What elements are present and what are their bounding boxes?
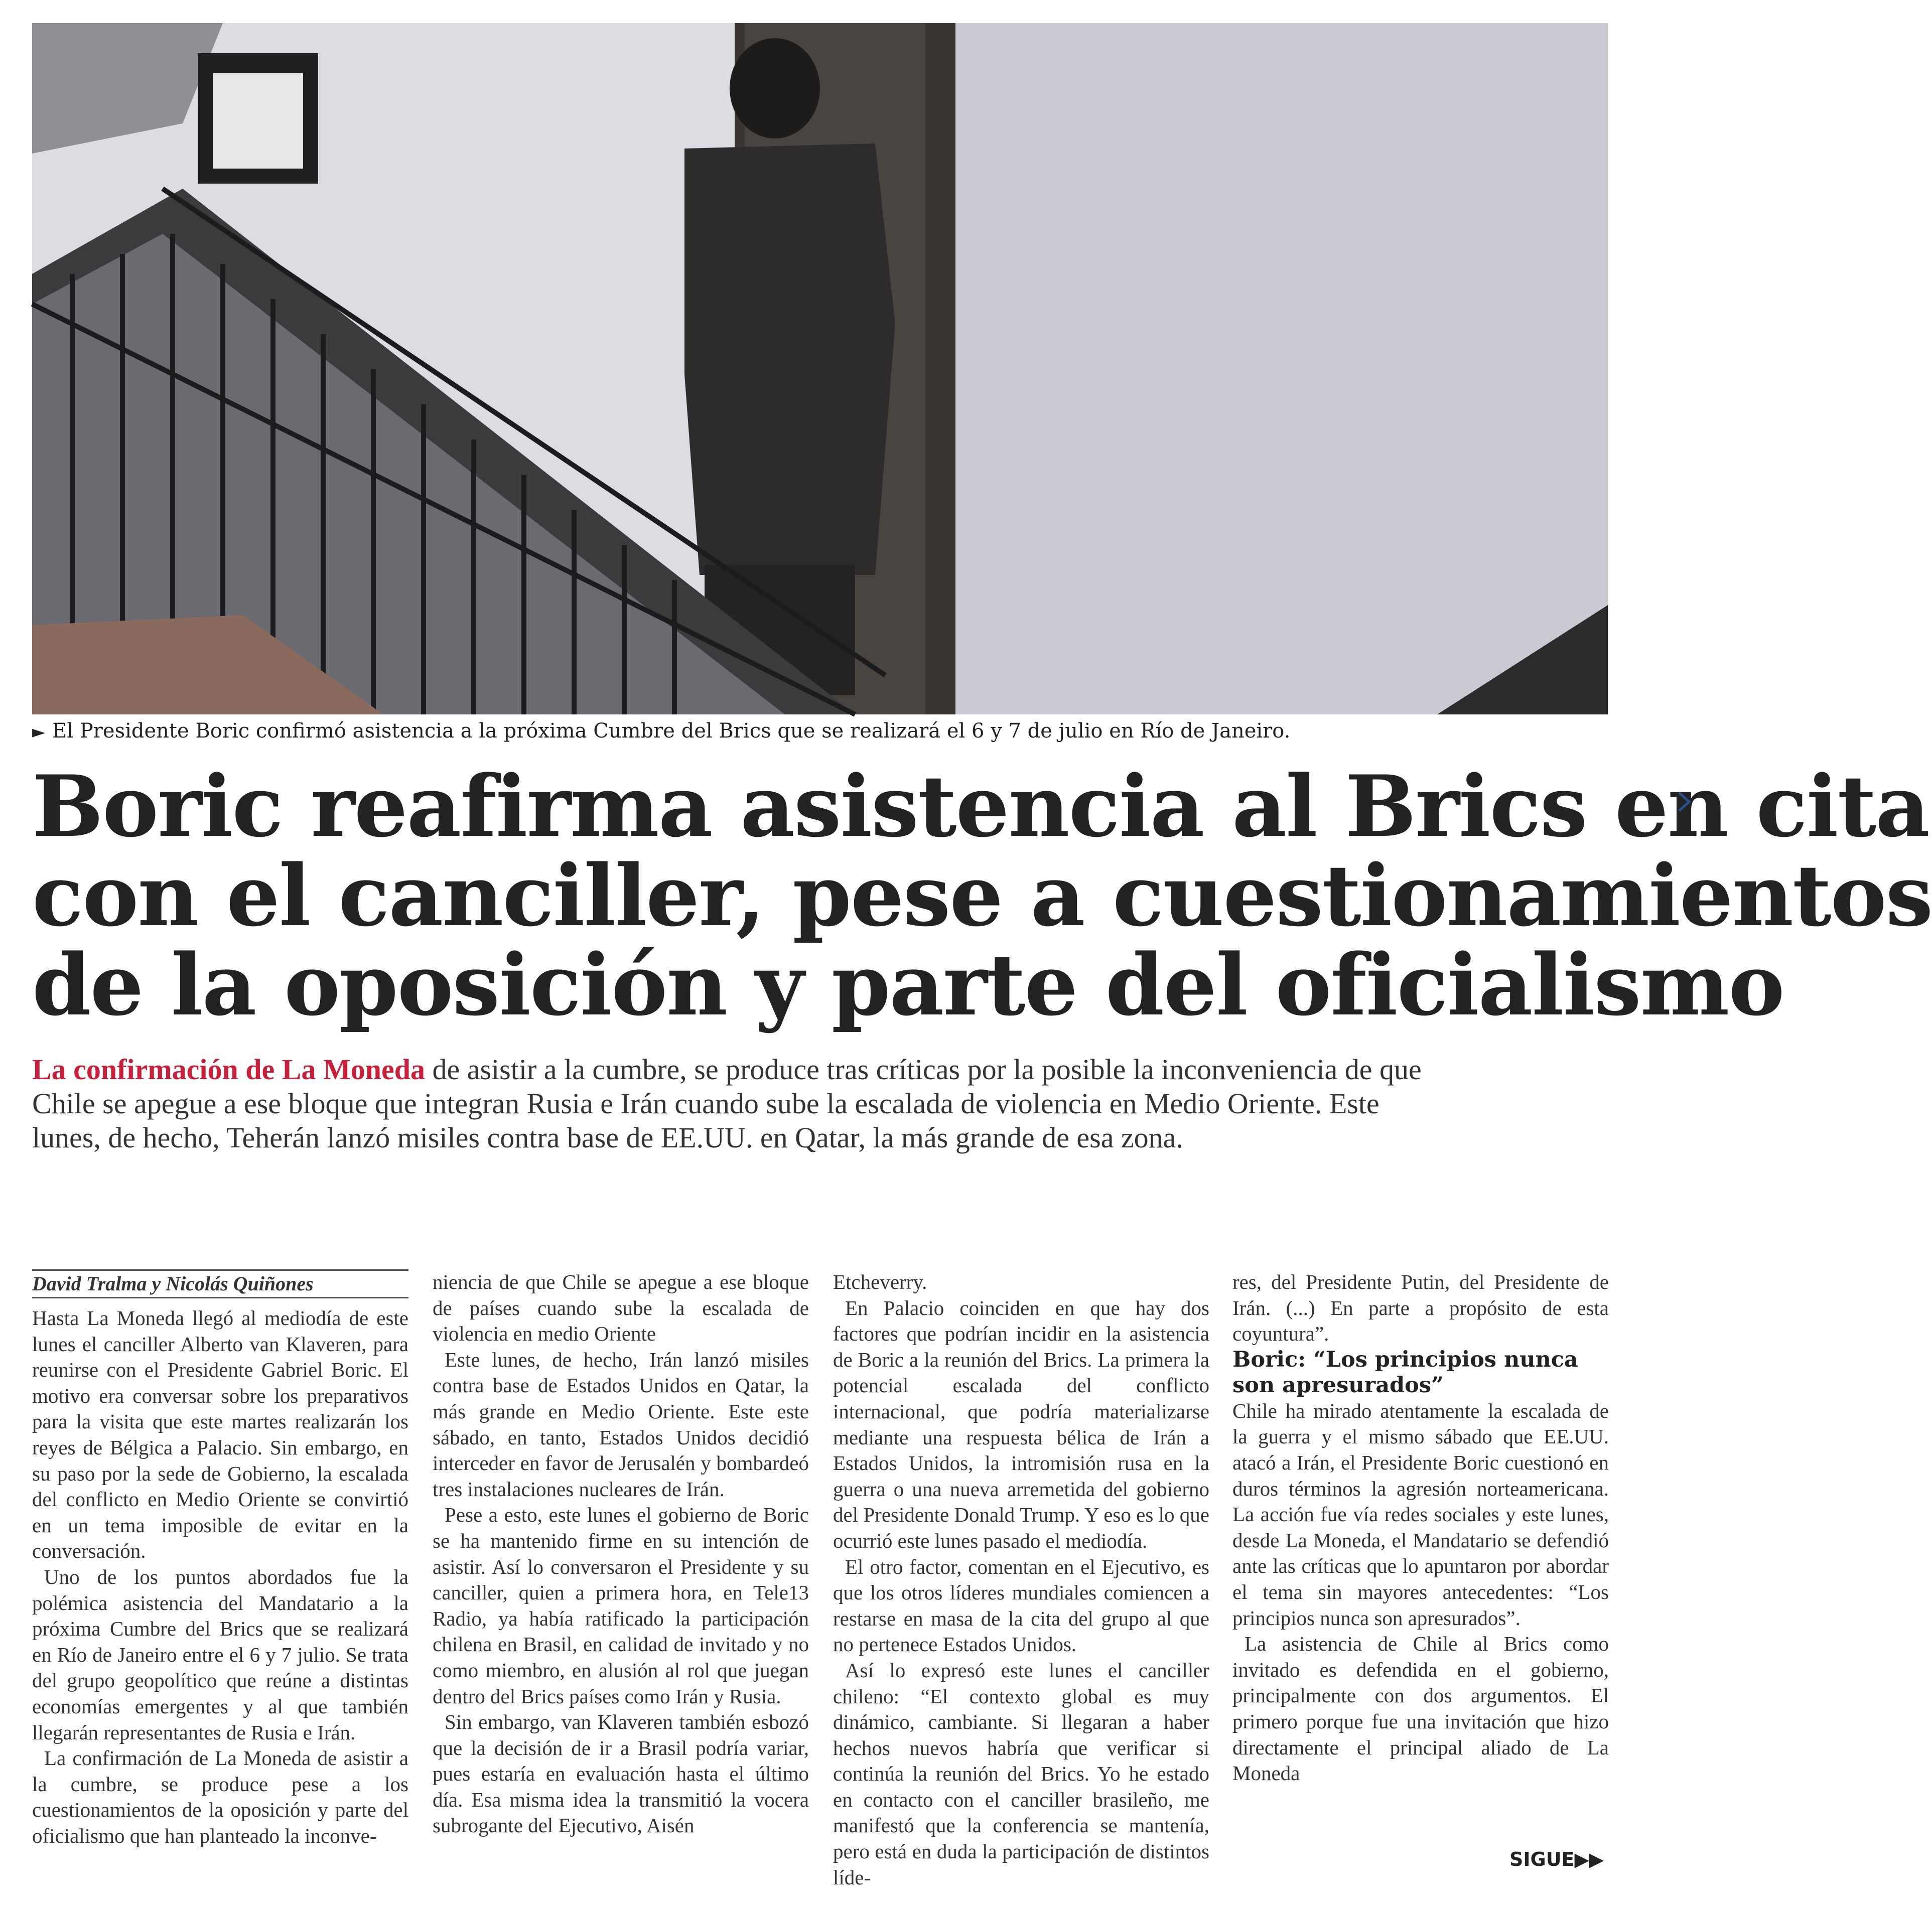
paragraph: Sin embargo, van Klaveren también esbozó que la decisión de ir a Brasil podría variar, pues estaría en evaluación hasta el último día. Esa misma idea la transmitió la vocera subrogante del Ejecutivo, Aisén <box>433 1710 809 1837</box>
paragraph: Este lunes, de hecho, Irán lanzó misiles contra base de Estados Unidos en Qatar, la más grande en Medio Oriente. Este este sábado, en tanto, Estados Unidos decidió interceder en favor de Jerusalén y bombardeó tres instalaciones nucleares de Irán. <box>433 1348 809 1501</box>
headline-line-1: Boric reafirma asistencia al Brics en cita <box>32 757 1929 856</box>
staircase-photo <box>32 23 1608 714</box>
caption-text: El Presidente Boric confirmó asistencia a la próxima Cumbre del Brics que se realizará el 6 y 7 de julio en Río de Janeiro. <box>52 719 1291 743</box>
paragraph: La confirmación de La Moneda de asistir a la cumbre, se produce pese a los cuestionamientos de la oposición y parte del oficialismo que han planteado la inconve- <box>32 1746 408 1847</box>
paragraph: El otro factor, comentan en el Ejecutivo, es que los otros líderes mundiales comiencen a restarse en masa de la cita del grupo al que no pertenece Estados Unidos. <box>833 1555 1209 1656</box>
headline <box>32 757 1932 1035</box>
paragraph: niencia de que Chile se apegue a ese bloque de países cuando sube la escalada de violencia en medio Oriente <box>433 1270 809 1346</box>
sigue-arrows-icon: ▶▶ <box>1574 1848 1604 1870</box>
paragraph: Pese a esto, este lunes el gobierno de Boric se ha mantenido firme en su intención de asistir. Así lo conversaron el Presidente y su canciller, quien a primera hora, en Tele13 Radio, ya había ratificado la participación chilena en Brasil, en calidad de invitado y no como miembro, en alusión al rol que juegan dentro del Brics países como Irán y Rusia. <box>433 1503 809 1708</box>
deck-rest: de asistir a la cumbre, se produce tras críticas por la posible la inconveniencia de que Chile se apegue a ese bloque que integran Rusia e Irán cuando sube la escalada de violencia en Medio Oriente. Este lunes, de hecho, Teherán lanzó misiles contra base de EE.UU. en Qatar, la más grande de esa zona. <box>32 1053 1422 1154</box>
paragraph: Etcheverry. <box>833 1270 927 1293</box>
byline: David Tralma y Nicolás Quiñones <box>32 1269 408 1298</box>
article-photo <box>32 23 1608 714</box>
caption-arrow-icon: ► <box>32 722 46 742</box>
headline-line-2: con el canciller, pese a cuestionamientos <box>32 846 1932 945</box>
paragraph: Chile ha mirado atentamente la escalada de la guerra y el mismo sábado que EE.UU. atacó a Irán, el Presidente Boric cuestionó en duros términos la agresión norteamericana. La acción fue vía redes sociales y este lunes, desde La Moneda, el Mandatario se defendió ante las críticas que lo apuntaron por abordar el tema sin mayores antecedentes: “Los principios nunca son apresurados”. <box>1232 1399 1609 1630</box>
paragraph: res, del Presidente Putin, del Presidente de Irán. (...) En parte a propósito de esta coyuntura”. <box>1232 1270 1609 1346</box>
sigue-label: SIGUE <box>1509 1848 1575 1870</box>
column-1 <box>32 1269 408 1849</box>
next-page-button[interactable] <box>1669 787 1699 817</box>
photo-caption <box>32 719 1608 743</box>
column-3 <box>833 1269 1209 1890</box>
deck-lead: La confirmación de La Moneda <box>32 1053 425 1086</box>
chevron-right-icon <box>1675 790 1693 814</box>
deck <box>32 1053 1437 1155</box>
column-2 <box>433 1269 809 1839</box>
subhead: Boric: “Los principios nunca son apresurados” <box>1232 1347 1578 1398</box>
paragraph: Así lo expresó este lunes el canciller chileno: “El contexto global es muy dinámico, cambiante. Si llegaran a haber hechos nuevos habría que verificar si continúa la reunión del Brics. Yo he estado en contacto con el canciller brasileño, me manifestó que la conferencia se mantenía, pero está en duda la participación de distintos líde- <box>833 1658 1209 1889</box>
paragraph: En Palacio coinciden en que hay dos factores que podrían incidir en la asistencia de Boric a la reunión del Brics. La primera la potencial escalada del conflicto internacional, que podría materializarse mediante una respuesta bélica de Irán a Estados Unidos, la intromisión rusa en la guerra o una nueva arremetida del gobierno del Presidente Donald Trump. Y eso es lo que ocurrió este lunes pasado el mediodía. <box>833 1296 1209 1552</box>
paragraph: Hasta La Moneda llegó al mediodía de este lunes el canciller Alberto van Klaveren, para reunirse con el Presidente Gabriel Boric. El motivo era conversar sobre los preparativos para la visita que este martes realizarán los reyes de Bélgica a Palacio. Sin embargo, en su paso por la sede de Gobierno, la escalada del conflicto en Medio Oriente se convirtió en un tema imposible de evitar en la conversación. <box>32 1306 408 1563</box>
paragraph: La asistencia de Chile al Brics como invitado es defendida en el gobierno, principalmente con dos argumentos. El primero porque fue una invitación que hizo directamente el principal aliado de La Moneda <box>1232 1632 1609 1785</box>
continue-marker <box>1509 1848 1604 1870</box>
headline-line-3: de la oposición y parte del oficialismo <box>32 935 1784 1035</box>
paragraph: Uno de los puntos abordados fue la polémica asistencia del Mandatario a la próxima Cumbre del Brics que se realizará en Río de Janeiro entre el 6 y 7 julio. Se trata del grupo geopolítico que reúne a distintas economías emergentes y al que también llegarán representantes de Rusia e Irán. <box>32 1565 408 1744</box>
column-4 <box>1232 1269 1609 1787</box>
